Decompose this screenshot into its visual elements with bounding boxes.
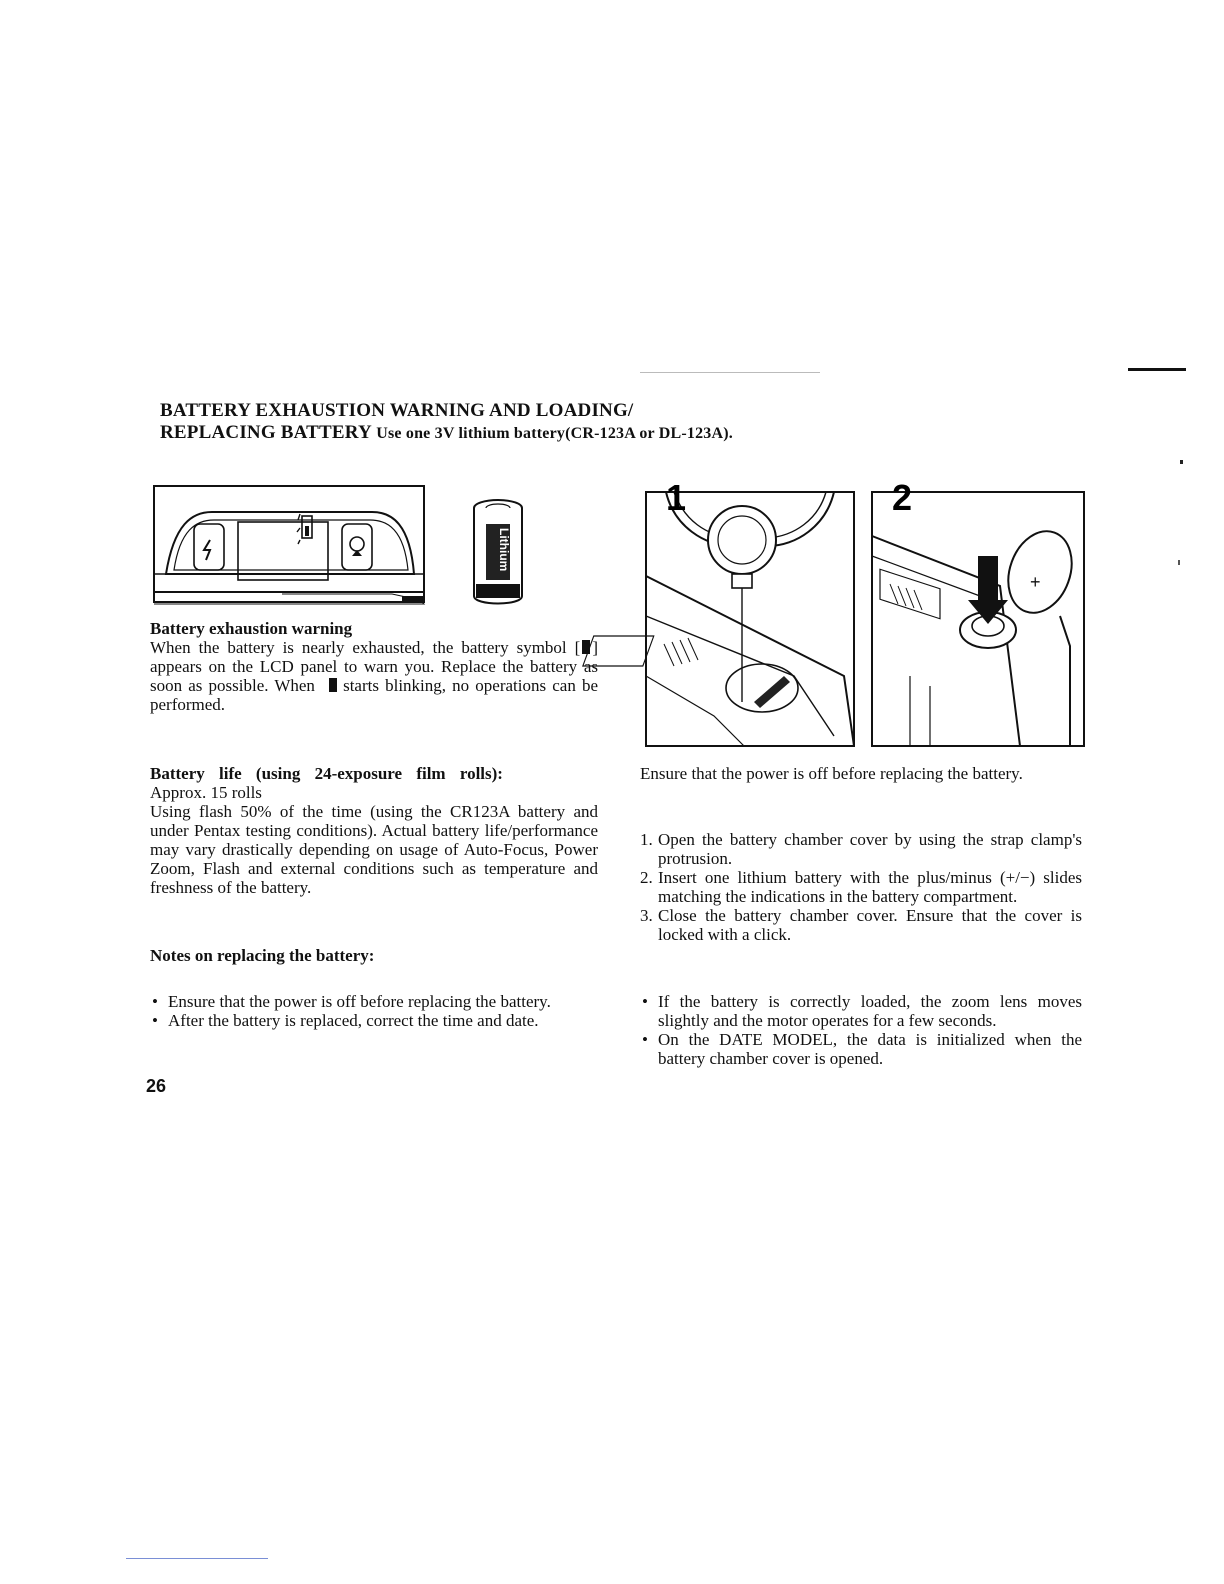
title-line-1: BATTERY EXHAUSTION WARNING AND LOADING/ <box>160 400 634 421</box>
list-item <box>640 906 1082 944</box>
list-item: • On the DATE MODEL, the data is initialized when the battery chamber cover is opened. <box>640 1030 1082 1068</box>
warning-heading: Battery exhaustion warning <box>150 619 353 638</box>
lithium-battery-illustration <box>468 498 528 610</box>
step-number: 1. <box>640 830 653 849</box>
title-line-2-caps: REPLACING BATTERY <box>160 422 372 443</box>
warning-text-part-3: starts blinking, no operations can be performed. <box>150 676 598 714</box>
notes-heading: Notes on replacing the battery: <box>150 946 375 965</box>
life-heading: Battery life (using 24-exposure film rolls): <box>150 764 503 783</box>
right-intro <box>640 764 1082 783</box>
battery-label: Lithium <box>497 528 511 572</box>
notes-heading-block <box>150 946 598 965</box>
warning-text-part-2: ] appears on the LCD panel to warn you. Replace the battery as soon as possible. When <box>150 638 598 695</box>
page-number: 26 <box>146 1076 167 1096</box>
life-text: Using flash 50% of the time (using the CR123A battery and under Pentax testing conditions). Actual battery life/performance may vary drastically depending on usage of Auto-Focus, Power Zoom, Flash and external conditions such as temperature and freshness of the battery. <box>150 802 598 897</box>
svg-text:+: + <box>1030 572 1041 592</box>
life-line: Approx. 15 rolls <box>150 783 262 802</box>
speck <box>1178 560 1180 565</box>
title-line-2 <box>160 422 1060 445</box>
right-notes <box>640 992 1082 1068</box>
intro-text: Ensure that the power is off before replacing the battery. <box>640 764 1023 783</box>
battery-symbol-icon <box>329 678 337 692</box>
step-text: Insert one lithium battery with the plus/minus (+/−) slides matching the indications in the battery compartment. <box>658 868 1082 906</box>
list-item: • Ensure that the power is off before replacing the battery. <box>150 992 598 1011</box>
battery-life-section <box>150 764 598 897</box>
lcd-panel-illustration <box>152 484 428 610</box>
figure-2-insert-battery <box>870 476 1088 748</box>
left-notes <box>150 992 598 1030</box>
bottom-rule <box>126 1558 268 1559</box>
step-number: 3. <box>640 906 653 925</box>
figure-1-label: 1 <box>666 477 687 518</box>
battery-warning-section <box>150 619 598 714</box>
battery-symbol-icon <box>582 640 590 654</box>
step-number: 2. <box>640 868 653 887</box>
step-text: Close the battery chamber cover. Ensure that the cover is locked with a click. <box>658 906 1082 944</box>
list-item <box>640 868 1082 906</box>
speck <box>1180 460 1183 464</box>
figure-1-open-cover <box>644 476 858 748</box>
top-dash <box>1128 368 1186 371</box>
warning-text-part-1: When the battery is nearly exhausted, the battery symbol [ <box>150 638 581 657</box>
list-item <box>640 830 1082 868</box>
list-item: • After the battery is replaced, correct the time and date. <box>150 1011 598 1030</box>
title-line-2-rest: Use one 3V lithium battery(CR-123A or DL-123A). <box>376 425 733 442</box>
figure-2-label: 2 <box>892 477 913 518</box>
top-rule <box>640 372 820 373</box>
steps-list <box>640 830 1082 944</box>
page-title <box>160 400 1060 445</box>
warning-text <box>150 638 598 714</box>
list-item: • If the battery is correctly loaded, the zoom lens moves slightly and the motor operates for a few seconds. <box>640 992 1082 1030</box>
step-text: Open the battery chamber cover by using the strap clamp's protrusion. <box>658 830 1082 868</box>
